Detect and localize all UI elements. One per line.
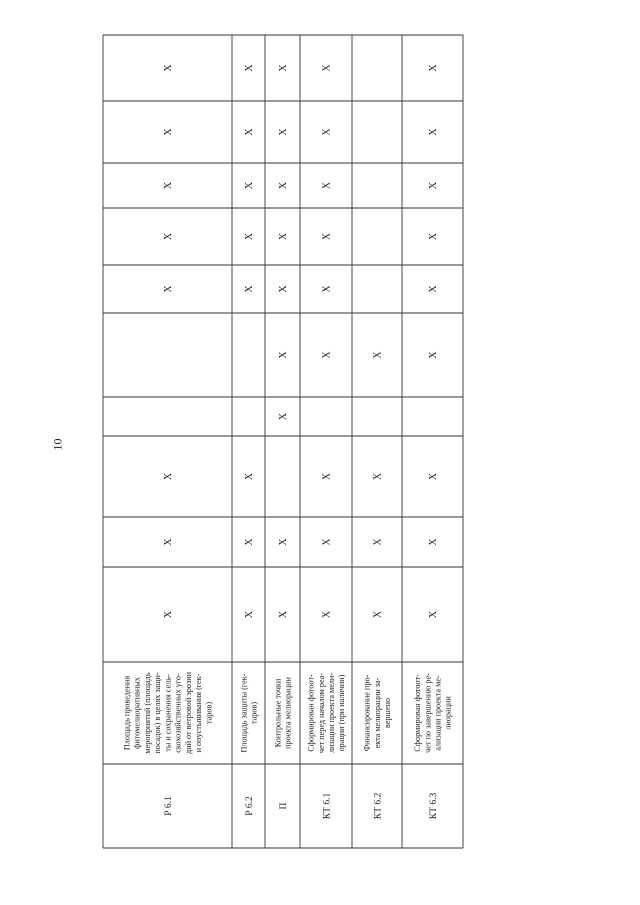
row-name-4-line: екта мелиорации за- — [372, 677, 382, 749]
mark-cell-line: X — [278, 232, 289, 241]
mark-cell-line: X — [163, 610, 174, 619]
row-name-5-line: лиорации — [443, 696, 453, 730]
mark-cell — [163, 538, 174, 546]
mark-cell-line: X — [428, 610, 439, 619]
mark-cell — [278, 412, 289, 420]
mark-cell — [322, 232, 333, 240]
row-name-2 — [273, 676, 292, 748]
row-name-0-line: ты и сохранения сель- — [163, 674, 173, 752]
mark-cell-line: X — [321, 610, 333, 619]
mark-cell-line: X — [372, 610, 384, 619]
row-name-2-line: Контрольные точки — [273, 678, 283, 748]
mark-cell-line: X — [163, 472, 174, 481]
mark-cell — [278, 64, 289, 72]
row-name-5-line: Сформирован фотоот- — [412, 674, 422, 752]
row-name-1 — [239, 673, 258, 752]
row-code-5 — [429, 793, 439, 820]
mark-cell — [322, 285, 333, 293]
mark-cell-line: X — [428, 351, 439, 359]
mark-cell-line: X — [278, 538, 289, 546]
mark-cell-line: X — [244, 472, 255, 481]
row-code-0-line: Р 6.1 — [163, 796, 174, 816]
mark-cell — [278, 181, 289, 189]
row-name-5-line: чет по завершению ре- — [423, 673, 433, 753]
mark-cell — [322, 538, 333, 546]
mark-cell-line: X — [372, 538, 384, 546]
mark-cell — [163, 472, 174, 480]
mark-cell-line: X — [321, 538, 333, 546]
row-name-2-line: проекта мелиорации — [283, 677, 293, 749]
mark-cell — [244, 285, 255, 293]
row-name-0 — [122, 671, 213, 754]
row-code-2-line: П — [278, 802, 289, 810]
row-name-0-line: Площадь проведения — [122, 675, 132, 751]
mark-cell-line: X — [321, 64, 333, 72]
mark-cell — [428, 64, 439, 72]
row-code-2 — [279, 802, 289, 809]
row-name-0-line: скохозяйственных уго- — [173, 673, 183, 753]
mark-cell-line: X — [428, 285, 439, 293]
mark-cell-line: X — [428, 128, 439, 136]
mark-cell — [163, 64, 174, 72]
mark-cell-line: X — [278, 412, 289, 421]
row-name-3-line: орации (при наличии) — [337, 674, 347, 752]
mark-cell — [373, 610, 384, 618]
mark-cell-line: X — [244, 285, 255, 293]
mark-cell-line: X — [244, 64, 255, 72]
mark-cell — [428, 181, 439, 189]
mark-cell — [278, 128, 289, 136]
row-code-4-line: КТ 6.2 — [373, 792, 384, 820]
mark-cell — [428, 232, 439, 240]
row-name-5 — [413, 673, 453, 753]
mark-cell — [244, 472, 255, 480]
mark-cell-line: X — [163, 232, 174, 241]
mark-cell-line: X — [372, 472, 384, 481]
row-name-4-line: вершено — [383, 698, 393, 728]
mark-cell-line: X — [321, 472, 333, 481]
mark-cell-line: X — [278, 181, 289, 190]
mark-cell-line: X — [428, 181, 439, 190]
mark-cell — [244, 128, 255, 136]
mark-cell-line: X — [163, 181, 174, 190]
mark-cell-line: X — [244, 610, 255, 619]
mark-cell — [428, 472, 439, 480]
mark-cell-line: X — [278, 285, 289, 293]
mark-cell-line: X — [321, 351, 333, 359]
mark-cell — [322, 472, 333, 480]
mark-cell — [428, 351, 439, 359]
mark-cell-line: X — [163, 128, 174, 136]
row-name-3 — [306, 673, 346, 753]
row-name-0-line: дий от ветровой эрозии — [183, 672, 193, 754]
mark-cell-line: X — [278, 351, 289, 359]
mark-cell — [428, 128, 439, 136]
row-code-5-line: КТ 6.3 — [428, 792, 439, 820]
row-name-3-line: Сформирован фотоот- — [306, 674, 316, 752]
mark-cell-line: X — [244, 181, 255, 190]
mark-cell-line: X — [244, 232, 255, 241]
row-code-3 — [322, 793, 332, 820]
mark-cell — [278, 610, 289, 618]
mark-cell-line: X — [163, 538, 174, 546]
mark-cell — [428, 610, 439, 618]
mark-cell — [244, 232, 255, 240]
mark-cell — [244, 538, 255, 546]
row-code-1-line: Р 6.2 — [244, 796, 255, 816]
mark-cell-line: X — [278, 610, 289, 619]
row-code-4 — [373, 793, 383, 820]
mark-cell — [322, 64, 333, 72]
row-code-0 — [164, 796, 174, 816]
mark-cell-line: X — [428, 538, 439, 546]
page-number: 10 — [50, 438, 65, 451]
mark-cell-line: X — [372, 351, 384, 359]
table-cells — [122, 64, 452, 820]
mark-cell — [322, 351, 333, 359]
row-code-1 — [245, 796, 255, 816]
mark-cell-line: X — [428, 64, 439, 72]
mark-cell — [163, 232, 174, 240]
mark-cell — [163, 285, 174, 293]
mark-cell — [322, 181, 333, 189]
row-name-3-line: лизации проекта мели- — [326, 672, 336, 754]
mark-cell — [373, 538, 384, 546]
row-name-4 — [363, 674, 393, 751]
row-name-0-line: посадок) в целях защи- — [153, 672, 163, 754]
row-name-3-line: чет перед началом реа- — [316, 672, 326, 754]
mark-cell — [428, 285, 439, 293]
mark-cell-line: X — [321, 181, 333, 190]
row-name-0-line: и опустынивания (гек- — [194, 673, 204, 753]
mark-cell-line: X — [321, 285, 333, 293]
mark-cell — [244, 181, 255, 189]
mark-cell-line: X — [278, 128, 289, 136]
mark-cell — [278, 285, 289, 293]
mark-cell — [278, 232, 289, 240]
mark-cell — [244, 610, 255, 618]
mark-cell — [163, 181, 174, 189]
row-name-0-line: таров) — [204, 701, 214, 725]
mark-cell-line: X — [278, 64, 289, 72]
mark-cell-line: X — [321, 128, 333, 136]
mark-cell — [278, 538, 289, 546]
mark-cell-line: X — [428, 232, 439, 241]
mark-cell — [373, 351, 384, 359]
mark-cell-line: X — [163, 285, 174, 293]
row-code-3-line: КТ 6.1 — [322, 792, 333, 820]
mark-cell-line: X — [244, 538, 255, 546]
mark-cell-line: X — [428, 472, 439, 481]
mark-cell — [373, 472, 384, 480]
mark-cell — [322, 128, 333, 136]
mark-cell-line: X — [321, 232, 333, 241]
mark-cell — [163, 610, 174, 618]
mark-cell — [278, 351, 289, 359]
mark-cell — [163, 128, 174, 136]
row-name-0-line: мероприятий (площадь — [142, 672, 152, 754]
row-name-1-line: таров) — [249, 701, 259, 725]
row-name-5-line: ализации проекта ме- — [433, 675, 443, 751]
row-name-4-line: Финансирование про- — [362, 674, 372, 752]
mark-cell — [428, 538, 439, 546]
mark-cell-line: X — [244, 128, 255, 136]
row-name-1-line: Площадь защиты (гек- — [239, 673, 249, 753]
mark-cell-line: X — [163, 64, 174, 72]
mark-cell — [322, 610, 333, 618]
mark-cell — [244, 64, 255, 72]
row-name-0-line: фитомелиоративных — [132, 677, 142, 749]
